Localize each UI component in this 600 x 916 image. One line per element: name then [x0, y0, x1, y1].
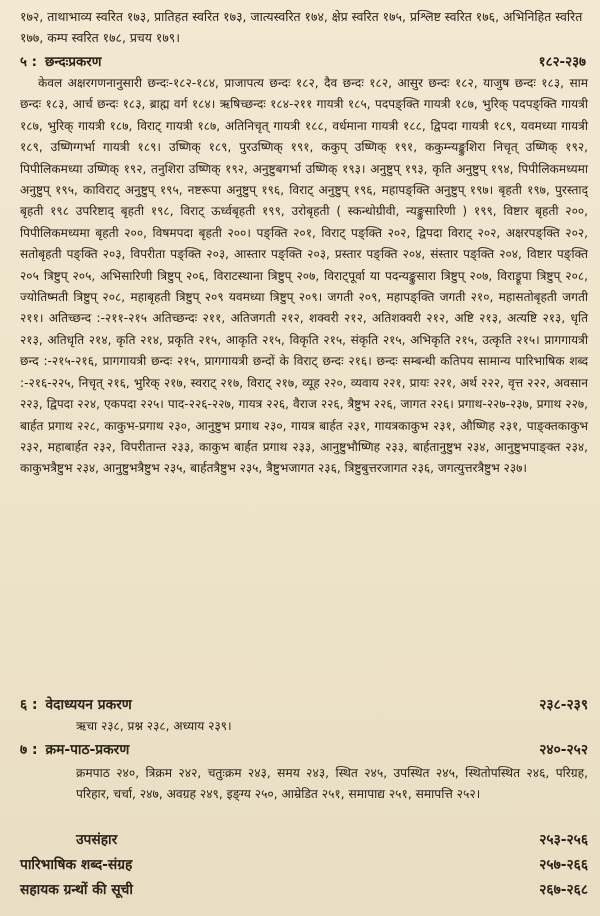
chapter-7-heading	[20, 740, 588, 759]
sahayak-pages: २६७-२६८	[539, 882, 588, 898]
sahayak-title: सहायक ग्रन्थों की सूची	[20, 882, 133, 898]
chapter-6-contents: ऋचा २३८, प्रश्न २३८, अध्याय २३९।	[76, 719, 232, 733]
upasamhar-pages: २५३-२५६	[539, 832, 588, 848]
upasamhar-heading	[76, 830, 588, 849]
chapter-5-label	[20, 52, 101, 70]
chapter-5-contents: केवल अक्षरगणनानुसारी छन्दः-१८२-१८४, प्राजापत्य छन्दः १८२, दैव छन्दः १८२, आसुर छन्दः १८२, याजुष छन्दः १८३, साम छन्दः १८३, आर्च छन्दः १८३, ब्राह्म वर्ग १८४। ऋषिच्छन्दः १८४-२११ गायत्री १८५, पदपङ्क्ति गायत्री १८७, भुरिक् पदपङ्क्ति गायत्री १८७, भुरिक् गायत्री १८७, विराट् गायत्री १८७, अतिनिचृत् गायत्री १८८, वर्धमाना गायत्री १८८, द्विपदा गायत्री १८९, यवमध्या गायत्री १८९, उष्णिग्गर्भा गायत्री १८९। उष्णिक् १८९, पुरउष्णिक् १९१, ककुप् उष्णिक् १९१, ककुम्न्यङ्कुशिरा निचृत् उष्णिक् १९२, पिपीलिकमध्या उष्णिक् १९२, तनुशिरा उष्णिक् १९२, अनुष्टुबगर्भा उष्णिक् १९३। अनुष्टुप् १९३, कृति अनुष्टुप् १९४, पिपीलिकमध्यमा अनुष्टुप् १९५, काविराट् अनुष्टुप् १९५, नष्टरूपा अनुष्टुप् १९६, विराट् अनुष्टुप् १९६, महापङ्क्ति अनुष्टुप् १९७। बृहती १९७, पुरस्ताद् बृहती १९८ उपरिष्टाद् बृहती १९८, विराट् ऊर्ध्वबृहती १९९, उरोबृहती ( स्कन्धोग्रीवी, न्यङ्कुसारिणी ) १९९, विष्टार बृहती २००, पिपीलिकमध्यमा बृहती २००, विषमपदा बृहती २००। पङ्क्ति २०१, विराट् पङ्क्ति २०२, द्विपदा विराट् २०२, अक्षरपङ्क्ति २०२, सतोबृहती पङ्क्ति २०३, विपरीता पङ्क्ति २०३, आस्तार पङ्क्ति २०३, प्रस्तार पङ्क्ति २०४, संस्तार पङ्क्ति २०४, विष्टार पङ्क्ति २०५ त्रिष्टुप् २०५, अभिसारिणी त्रिष्टुप् २०६, विराटस्थाना त्रिष्टुप् २०७, विराट्पूर्वा या पदन्यङ्कुसारा त्रिष्टुप् २०७, विराड्रूपा त्रिष्टुप् २०८, ज्योतिष्मती त्रिष्टुप् २०८, महाबृहती त्रिष्टुप् २०९ यवमध्या त्रिष्टुप् २०९। जगती २०९, महापङ्क्ति जगती २१०, महासतोबृहती जगती २११। अतिच्छन्द :-२११-२१५ अतिच्छन्दः २११, अतिजगती २१२, शक्वरी २१२, अतिशक्वरी २१२, अष्टि २१३, अत्यष्टि २१३, धृति २१३, अतिधृति २१४, कृति २१४, प्रकृति २१५, आकृति २१५, विकृति २१५, संकृति २१५, अभिकृति २१५, उत्कृति २१५। प्रागगायत्री छन्द :-२१५-२१६, प्रागगायत्री छन्दः २१५, प्रागगायत्री छन्दों के विराट् छन्दः २१६। छन्दः सम्बन्धी कतिपय सामान्य पारिभाषिक शब्द :-२१६-२२५, निचृत् २१६, भुरिक् २१७, स्वराट् २१७, विराट् २१७, व्यूह २२०, व्यवाय २२१, प्रायः २२१, अर्थ २२२, वृत्त २२२, अवसान २२३, द्विपदा २२४, एकपदा २२५। पाद-२२६-२२७, गायत्र २२६, वैराज २२६, त्रैष्टुभ २२६, जागत २२६। प्रगाथ-२२७-२३७, प्रगाथ २२७, बार्हत प्रगाथ २२८, काकुभ-प्रगाथ २३०, आनुष्टुभ प्रगाथ २३०, गायत्र बार्हत २३१, गायत्रकाकुभ २३१, औष्णिह २३१, पाङ्क्तकाकुभ २३२, महाबार्हत २३२, विपरीतान्त २३३, काकुभ बार्हत प्रगाथ २३३, आनुष्टुभौष्णिह २३३, बार्हतानुष्टुभ २३४, आनुष्टुभपाङ्क्त २३४, काकुभत्रैष्टुभ २३४, आनुष्टुभत्रैष्टुभ २३५, बार्हतत्रैष्टुभ २३५, त्रैष्टुभजागत २३६, त्रिष्टुबुत्तरजागत २३६, जगत्युत्तरत्रैष्टुभ २३७।	[20, 76, 588, 476]
chapter-6-title: वेदाध्ययन प्रकरण	[45, 697, 132, 713]
chapter-5-number: ५ :	[20, 55, 37, 70]
upasamhar-title: उपसंहार	[76, 832, 118, 848]
preceding-chapter-text: १७२, ताथाभाव्य स्वरित १७३, प्रातिहत स्वरित १७३, जात्यस्वरित १७४, क्षेप्र स्वरित १७५, प्रश्लिष्ट स्वरित १७६, अभिनिहित स्वरित १७७, कम्प स्वरित १७८, प्रचय १७९।	[20, 9, 583, 45]
chapter-6-heading	[20, 695, 588, 714]
chapter-5-title: छन्दःप्रकरण	[44, 55, 102, 70]
chapter-5-heading	[20, 52, 586, 70]
chapter-6-number: ६ :	[20, 697, 38, 713]
chapter-7-number: ७ :	[20, 742, 38, 758]
paribhashik-pages: २५७-२६६	[539, 857, 588, 873]
chapter-7-pages: २४०-२५२	[539, 742, 588, 758]
paribhashik-heading	[20, 855, 588, 874]
chapter-7-title: क्रम-पाठ-प्रकरण	[45, 742, 130, 758]
chapter-6-pages: २३८-२३९	[539, 697, 588, 713]
chapter-7-contents: क्रमपाठ २४०, त्रिक्रम २४२, चतुःक्रम २४३, समय २४३, स्थित २४५, उपस्थित २४५, स्थितोपस्थित २४६, परिग्रह, परिहार, चर्चा, २४७, अवग्रह २४९, इङ्ग्य २५०, आम्रेडित २५१, समापाद्य २५१, समापत्ति २५२।	[76, 766, 588, 802]
chapter-5-pages: १८२-२३७	[538, 55, 586, 70]
paribhashik-title: पारिभाषिक शब्द-संग्रह	[20, 857, 133, 873]
sahayak-heading	[20, 880, 588, 899]
